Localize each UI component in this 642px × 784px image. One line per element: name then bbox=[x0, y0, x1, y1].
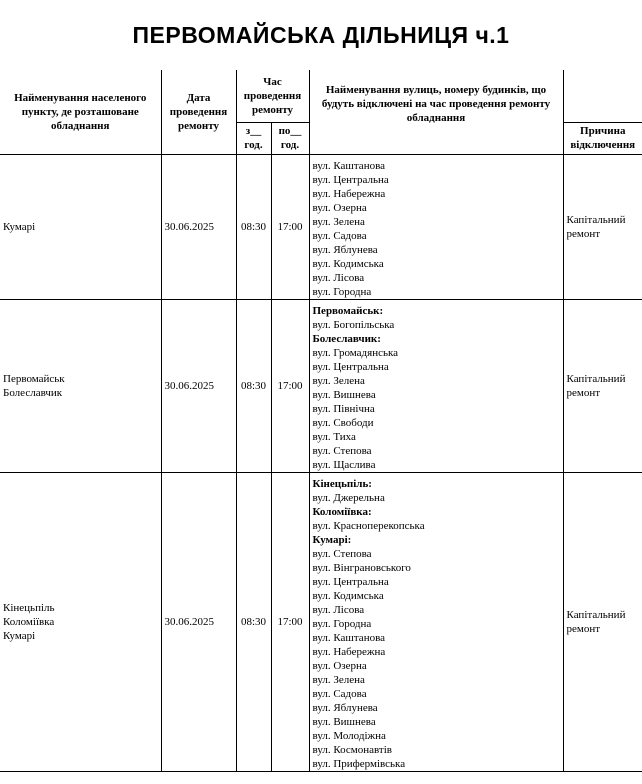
settlement-cell bbox=[0, 472, 161, 771]
street-item: вул. Вишнева bbox=[312, 715, 376, 728]
street-item: вул. Каштанова bbox=[312, 631, 386, 644]
street-item: вул. Набережна bbox=[312, 645, 386, 658]
street-item: вул. Степова bbox=[312, 444, 372, 457]
settlement-name: Болеславчик bbox=[3, 386, 63, 399]
street-item: вул. Північна bbox=[312, 402, 375, 415]
header-streets-bottom bbox=[309, 138, 563, 154]
reason-cell bbox=[563, 154, 642, 299]
header-time-from: з__ год. bbox=[236, 122, 271, 154]
settlement-name: Кінецьпіль bbox=[3, 601, 55, 614]
time-to-cell: 17:00 bbox=[271, 472, 309, 771]
table-row bbox=[0, 154, 642, 299]
street-item: вул. Кодимська bbox=[312, 257, 384, 270]
street-item: вул. Зелена bbox=[312, 215, 365, 228]
street-item: вул. Яблунева bbox=[312, 701, 378, 714]
time-from-cell: 08:30 bbox=[236, 472, 271, 771]
reason-text: ремонт bbox=[566, 227, 601, 240]
time-to-cell: 17:00 bbox=[271, 299, 309, 472]
street-item: вул. Вишнева bbox=[312, 388, 376, 401]
street-item: вул. Каштанова bbox=[312, 159, 386, 172]
street-item: вул. Центральна bbox=[312, 575, 389, 588]
street-item: вул. Свободи bbox=[312, 416, 374, 429]
reason-text: Капітальний bbox=[566, 213, 626, 226]
street-item: вул. Богопільська bbox=[312, 318, 395, 331]
locality-heading: Коломіївка: bbox=[312, 505, 372, 518]
table-row bbox=[0, 299, 642, 472]
street-item: вул. Зелена bbox=[312, 374, 365, 387]
page-title: ПЕРВОМАЙСЬКА ДІЛЬНИЦЯ ч.1 bbox=[132, 22, 510, 48]
time-from-cell: 08:30 bbox=[236, 154, 271, 299]
street-item: вул. Красноперекопська bbox=[312, 519, 425, 532]
header-streets: Найменування вулиць, номеру будинків, що будуть відключені на час проведення ремонту обладнання bbox=[309, 70, 563, 138]
street-item: вул. Громадянська bbox=[312, 346, 399, 359]
street-item: вул. Центральна bbox=[312, 360, 389, 373]
street-item: вул. Озерна bbox=[312, 201, 367, 214]
reason-text: Капітальний bbox=[566, 608, 626, 621]
street-item: вул. Озерна bbox=[312, 659, 367, 672]
reason-text: ремонт bbox=[566, 386, 601, 399]
date-cell: 30.06.2025 bbox=[161, 299, 236, 472]
street-item: вул. Лісова bbox=[312, 603, 365, 616]
street-item: вул. Вінграновського bbox=[312, 561, 411, 574]
table-row bbox=[0, 472, 642, 771]
street-item: вул. Городна bbox=[312, 285, 372, 298]
street-item: вул. Тиха bbox=[312, 430, 356, 443]
settlement-name: Первомайськ bbox=[3, 372, 65, 385]
locality-heading: Болеславчик: bbox=[312, 332, 381, 345]
locality-heading: Кумарі: bbox=[312, 533, 352, 546]
street-item: вул. Космонавтів bbox=[312, 743, 392, 756]
streets-cell bbox=[309, 472, 563, 771]
time-to-cell: 17:00 bbox=[271, 154, 309, 299]
header-date: Дата проведення ремонту bbox=[161, 70, 236, 154]
street-item: вул. Зелена bbox=[312, 673, 365, 686]
header-settlement: Найменування населеного пункту, де розташоване обладнання bbox=[0, 70, 161, 154]
header-time: Час проведення ремонту bbox=[236, 70, 309, 122]
date-cell: 30.06.2025 bbox=[161, 154, 236, 299]
street-item: вул. Молодіжна bbox=[312, 729, 386, 742]
date-cell: 30.06.2025 bbox=[161, 472, 236, 771]
street-item: вул. Прифермівська bbox=[312, 757, 406, 770]
reason-cell bbox=[563, 472, 642, 771]
outage-schedule-table bbox=[0, 70, 642, 772]
street-item: вул. Лісова bbox=[312, 271, 365, 284]
street-item: вул. Садова bbox=[312, 687, 367, 700]
street-item: вул. Садова bbox=[312, 229, 367, 242]
streets-cell bbox=[309, 299, 563, 472]
reason-text: ремонт bbox=[566, 622, 601, 635]
street-item: вул. Щаслива bbox=[312, 458, 376, 471]
streets-cell bbox=[309, 154, 563, 299]
header-reason-spacer bbox=[563, 70, 642, 122]
street-item: вул. Степова bbox=[312, 547, 372, 560]
settlement-name: Кумарі bbox=[3, 629, 36, 642]
settlement-name: Кумарі bbox=[3, 220, 36, 233]
header-time-to: по__ год. bbox=[271, 122, 309, 154]
street-item: вул. Набережна bbox=[312, 187, 386, 200]
header-reason: Причина відключення bbox=[563, 122, 642, 154]
street-item: вул. Кодимська bbox=[312, 589, 384, 602]
reason-text: Капітальний bbox=[566, 372, 626, 385]
reason-cell bbox=[563, 299, 642, 472]
locality-heading: Первомайськ: bbox=[312, 304, 384, 317]
settlement-cell bbox=[0, 299, 161, 472]
street-item: вул. Городна bbox=[312, 617, 372, 630]
locality-heading: Кінецьпіль: bbox=[312, 477, 372, 490]
street-item: вул. Джерельна bbox=[312, 491, 385, 504]
settlement-cell bbox=[0, 154, 161, 299]
street-item: вул. Центральна bbox=[312, 173, 389, 186]
settlement-name: Коломіївка bbox=[3, 615, 55, 628]
street-item: вул. Яблунева bbox=[312, 243, 378, 256]
time-from-cell: 08:30 bbox=[236, 299, 271, 472]
